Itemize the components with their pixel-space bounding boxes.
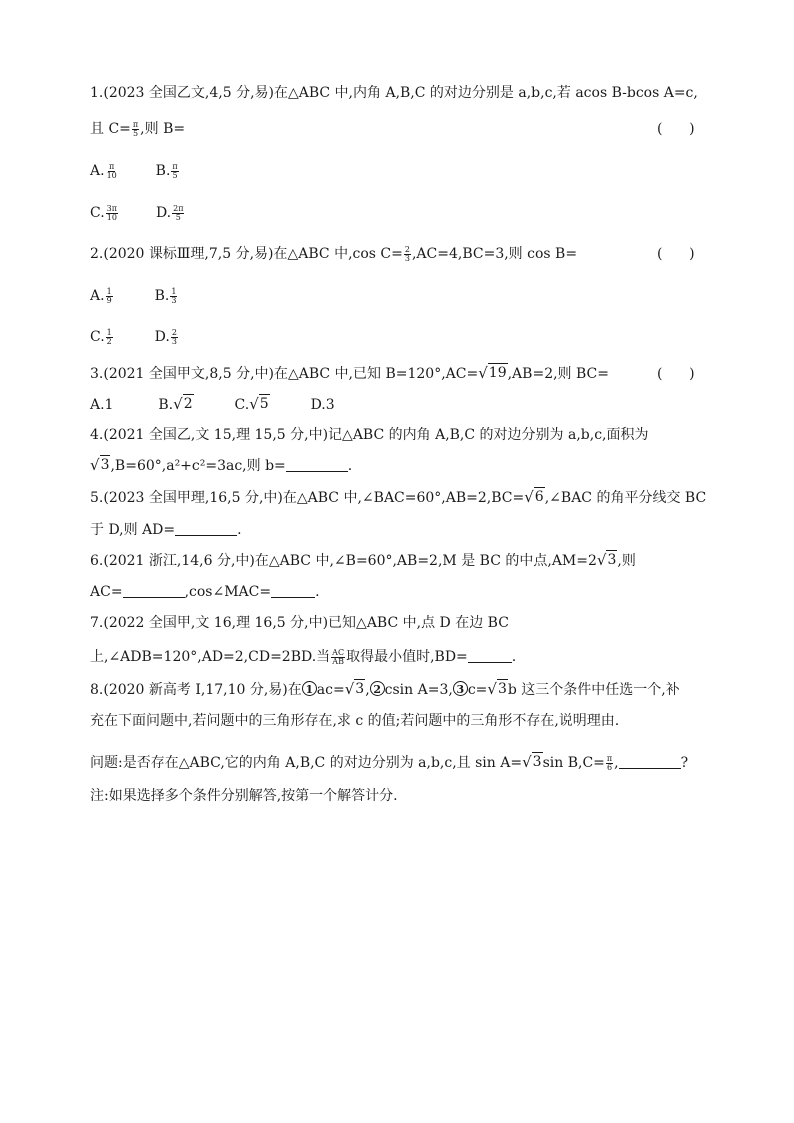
q5-line2 — [90, 519, 702, 541]
q2-fraction — [404, 246, 411, 263]
q1-option-a-num: π — [109, 161, 115, 171]
q6-end: . — [315, 584, 320, 600]
q1-fraction-num: π — [132, 119, 139, 129]
q1-option-d-num: 2π — [173, 203, 184, 213]
q2-option-d-label: D. — [154, 329, 170, 345]
q3-option-b-label: B. — [158, 397, 174, 413]
q8-note: 注:如果选择多个条件分别解答,按第一个解答计分. — [90, 788, 398, 804]
q7-fraction — [331, 649, 345, 666]
q1-answer-paren: ( ) — [657, 121, 695, 137]
q2-option-c-den: 2 — [106, 336, 112, 346]
q8-condition-2-marker: 2 — [370, 681, 385, 696]
q2-option-a-frac — [106, 288, 113, 305]
q5-line2-text: 于 D,则 AD= — [90, 522, 176, 538]
q6-answer-blank-2[interactable] — [271, 583, 315, 598]
q1-option-b-label: B. — [155, 163, 171, 179]
q1-fraction-C — [132, 121, 139, 138]
q5-line1 — [90, 487, 707, 509]
q1-option-a-den: 10 — [106, 170, 117, 180]
q1-option-b-num: π — [172, 161, 178, 171]
q4-line2 — [90, 455, 702, 477]
q1-option-d-den: 5 — [175, 212, 181, 222]
q4-end: . — [347, 458, 353, 474]
q5-sqrt: √ 6 — [524, 488, 544, 506]
q8-fraction-den: 6 — [606, 762, 613, 772]
q4-sqrt: √ 3 — [90, 456, 110, 474]
q6-line2 — [90, 581, 702, 603]
q8-pre: 8.(2020 新高考 Ⅰ,17,10 分,易)在 — [90, 682, 302, 698]
q8-condition-3-text: c= — [467, 682, 488, 698]
q7-fraction-den: AB — [332, 656, 344, 666]
q3-option-b-rad: 2 — [183, 396, 193, 412]
q3-option-c: C. √ 5 — [234, 395, 269, 413]
q6-post: ,则 — [617, 553, 636, 569]
q8-line2: 充在下面问题中,若问题中的三角形存在,求 c 的值;若问题中的三角形不存在,说明理由. — [90, 713, 620, 729]
q2-options-row2 — [90, 326, 702, 348]
q7-l2a: 上,∠ADB=120°,AD=2,CD=2BD.当 — [90, 649, 331, 665]
q2-option-b — [155, 285, 179, 307]
q6-pre: 6.(2021 浙江,14,6 分,中)在△ABC 中,∠B=60°,AB=2,M 是 BC 的中点,AM=2 — [90, 553, 597, 569]
q2-option-c-label: C. — [90, 329, 105, 345]
q2-option-a-num: 1 — [106, 286, 112, 296]
q2-option-d-frac — [171, 329, 178, 346]
q1-option-b-frac — [171, 163, 178, 180]
q8-condition-2-text: csin A=3, — [384, 682, 453, 698]
q3-answer-paren: ( ) — [657, 366, 695, 382]
q8-l3b: sin B,C= — [542, 755, 605, 771]
q5-answer-blank[interactable] — [175, 521, 237, 536]
q2-option-c — [90, 326, 114, 348]
q8-l3-rad: 3 — [532, 754, 542, 770]
q7-line1: 7.(2022 全国甲,文 16,理 16,5 分,中)已知△ABC 中,点 D 在边 BC — [90, 615, 509, 631]
q1-option-b-den: 5 — [172, 170, 178, 180]
q3-option-c-rad: 5 — [259, 396, 269, 412]
q1-option-a — [90, 160, 119, 182]
q1-option-c-num: 3π — [106, 203, 118, 213]
q2-option-b-num: 1 — [171, 286, 177, 296]
q8-condition-3-rad: 3 — [497, 681, 507, 697]
q4-line1: 4.(2021 全国乙,文 15,理 15,5 分,中)记△ABC 的内角 A,B,C 的对边分别为 a,b,c,面积为 — [90, 427, 649, 443]
q1-options-row1 — [90, 160, 702, 182]
q2-pre: 2.(2020 课标Ⅲ理,7,5 分,易)在△ABC 中,cos C= — [90, 246, 403, 262]
q6-line1 — [90, 550, 702, 572]
q2-fraction-den: 3 — [404, 253, 410, 263]
q2-fraction-num: 2 — [404, 244, 410, 254]
q1-options-row2 — [90, 202, 702, 224]
q1-option-d-label: D. — [155, 205, 172, 221]
q3-stem — [90, 363, 702, 385]
q5-sqrt-value: 6 — [534, 489, 544, 505]
q8-condition-3-marker: 3 — [453, 681, 468, 696]
q1-l2-pre: 且 C= — [90, 121, 131, 137]
q6-l2a: AC= — [90, 584, 123, 600]
q1-l2-post: ,则 B= — [140, 121, 186, 137]
q2-option-a — [90, 285, 114, 307]
q2-stem — [90, 243, 702, 265]
q2-answer-paren: ( ) — [657, 246, 695, 262]
q2-option-b-frac — [170, 288, 177, 305]
q2-option-a-label: A. — [90, 288, 105, 304]
q1-option-a-frac — [106, 163, 118, 180]
q1-option-d — [156, 202, 186, 224]
q1-option-c-frac — [106, 205, 118, 222]
q6-sqrt-value: 3 — [607, 552, 617, 568]
q2-option-d-den: 3 — [171, 336, 177, 346]
q3-option-b: B. √ 2 — [158, 395, 193, 413]
q2-option-a-den: 9 — [106, 295, 112, 305]
q8-answer-blank[interactable] — [619, 754, 681, 769]
q3-option-d: D.3 — [310, 397, 335, 413]
q4-answer-blank[interactable] — [286, 457, 348, 472]
q7-answer-blank[interactable] — [468, 648, 512, 663]
q3-post: ,AB=2,则 BC= — [507, 366, 609, 382]
q2-option-c-frac — [106, 329, 113, 346]
q1-option-c-den: 10 — [106, 212, 117, 222]
q2-option-b-label: B. — [154, 288, 170, 304]
q7-end: . — [511, 649, 517, 665]
q1-fraction-den: 5 — [132, 128, 139, 138]
q1-option-b — [156, 160, 180, 182]
q3-option-c-label: C. — [234, 397, 250, 413]
q2-option-b-den: 3 — [171, 295, 177, 305]
q3-options — [90, 394, 702, 416]
q8-l3c: , — [614, 755, 619, 771]
q2-option-c-num: 1 — [106, 327, 112, 337]
q3-option-a: A.1 — [90, 397, 114, 413]
q6-answer-blank-1[interactable] — [123, 583, 185, 598]
q8-condition-1-text: ac= — [316, 682, 345, 698]
q1-line1: 1.(2023 全国乙文,4,5 分,易)在△ABC 中,内角 A,B,C 的对边分别是 a,b,c,若 acos B-bcos A=c, — [90, 85, 698, 101]
q1-line2 — [90, 118, 702, 140]
q8-line3: 问题:是否存在△ABC,它的内角 A,B,C 的对边分别为 a,b,c,且 sin A= √ 3 sin B,C= $\frac{\pi}{6}$ , ? — [90, 753, 689, 772]
q3-pre: 3.(2021 全国甲文,8,5 分,中)在△ABC 中,已知 B=120°,AC= — [90, 366, 479, 382]
q5-post: ,∠BAC 的角平分线交 BC — [544, 490, 707, 506]
q8-fraction-num: π — [606, 753, 613, 763]
q8-condition-1-rad: 3 — [355, 681, 365, 697]
q4-sqrt-value: 3 — [100, 457, 110, 473]
q8-condition-3-tail: b 这三个条件中任选一个,补 — [507, 682, 680, 698]
q2-options-row1 — [90, 285, 702, 307]
q1-option-a-label: A. — [90, 163, 105, 179]
q3-sqrt-value: 19 — [488, 365, 507, 381]
q8-sep-1: , — [365, 682, 370, 698]
q6-sqrt: √ 3 — [596, 551, 617, 569]
q1-option-d-frac — [172, 205, 184, 222]
q7-fraction-num: AC — [332, 647, 345, 657]
q2-post: ,AC=4,BC=3,则 cos B= — [411, 246, 578, 262]
q6-l2b: ,cos∠MAC= — [184, 584, 272, 600]
q4-post: ,B=60°,a²+c²=3ac,则 b= — [110, 458, 286, 474]
q8-l3-end: ? — [680, 755, 689, 771]
q8-line1: 8.(2020 新高考 Ⅰ,17,10 分,易)在 1 ac= √ 3 , 2 csin A=3, 3 c= √ 3 b 这三个条件中任选一个,补 — [90, 680, 680, 698]
q8-fraction — [606, 755, 613, 772]
q7-line2 — [90, 646, 702, 668]
q7-l2b: 取得最小值时,BD= — [346, 649, 468, 665]
q2-option-d — [155, 326, 179, 348]
q5-end: . — [237, 522, 242, 538]
q5-pre: 5.(2023 全国甲理,16,5 分,中)在△ABC 中,∠BAC=60°,AB=2,BC= — [90, 490, 525, 506]
q8-l3a: 问题:是否存在△ABC,它的内角 A,B,C 的对边分别为 a,b,c,且 sin A= — [90, 755, 523, 771]
q1-option-c-label: C. — [90, 205, 105, 221]
q8-condition-1-marker: 1 — [302, 681, 317, 696]
q3-sqrt: √ 19 — [478, 364, 507, 382]
q1-option-c — [90, 202, 119, 224]
q2-option-d-num: 2 — [171, 327, 177, 337]
